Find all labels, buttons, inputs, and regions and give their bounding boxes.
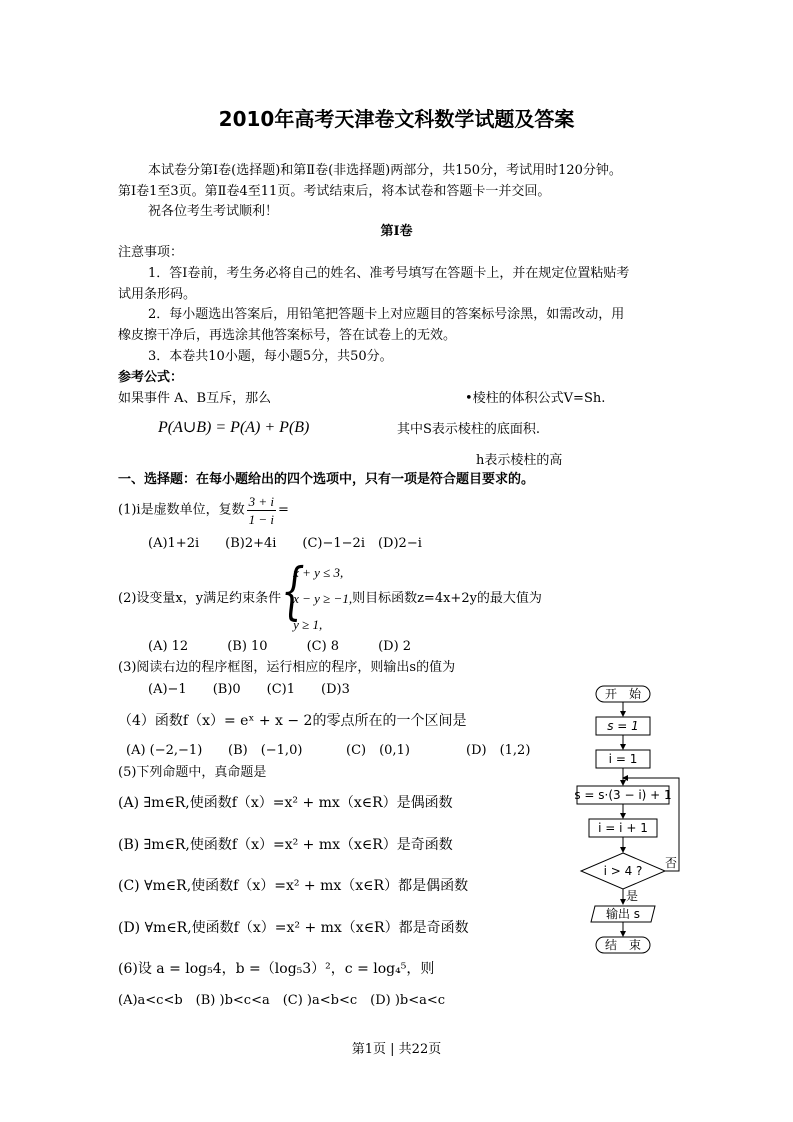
intro-line-1: 本试卷分第Ⅰ卷(选择题)和第Ⅱ卷(非选择题)两部分，共150分，考试用时120分钟。 bbox=[148, 163, 622, 178]
formula-probability: P(A∪B) = P(A) + P(B) bbox=[158, 419, 310, 436]
q2-tail: 则目标函数z=4x+2y的最大值为 bbox=[352, 591, 542, 606]
notes-item-2b: 橡皮擦干净后，再选涂其他答案标号，答在试卷上的无效。 bbox=[118, 328, 457, 343]
q2-constraints bbox=[281, 554, 353, 638]
q4-option-d: (D) (1,2) bbox=[466, 743, 531, 758]
formula-prism-h: h表示棱柱的高 bbox=[476, 453, 563, 468]
q3-stem: (3)阅读右边的程序框图，运行相应的程序，则输出s的值为 bbox=[118, 660, 456, 675]
q2-brace: { bbox=[281, 554, 305, 627]
notes-item-2a: 2．每小题选出答案后，用铅笔把答题卡上对应题目的答案标号涂黑，如需改动，用 bbox=[148, 307, 625, 322]
q4-stem: （4）函数f（x）= eˣ + x − 2的零点所在的一个区间是 bbox=[118, 713, 467, 729]
flow-update-i-label: i = i + 1 bbox=[598, 821, 648, 835]
q6-stem: (6)设 a = log₅4，b =（log₅3）²，c = log₄⁵，则 bbox=[118, 961, 435, 977]
notes-item-1a: 1．答Ⅰ卷前，考生务必将自己的姓名、准考号填写在答题卡上，并在规定位置粘贴考 bbox=[148, 266, 630, 281]
formulas-heading: 参考公式： bbox=[118, 370, 184, 385]
q5-option-c: (C) ∀m∈R,使函数f（x）=x² + mx（x∈R）都是偶函数 bbox=[118, 878, 469, 894]
flow-init-s-label: s = 1 bbox=[607, 719, 639, 733]
q5-option-d: (D) ∀m∈R,使函数f（x）=x² + mx（x∈R）都是奇函数 bbox=[118, 920, 469, 936]
q5-option-b: (B) ∃m∈R,使函数f（x）=x² + mx（x∈R）是奇函数 bbox=[118, 837, 453, 853]
exam-title: 2010年高考天津卷文科数学试题及答案 bbox=[218, 107, 575, 131]
q1-denominator: 1 − i bbox=[248, 512, 274, 527]
page-footer: 第1页 | 共22页 bbox=[351, 1042, 442, 1057]
formula-event-text: 如果事件 A、B互斥，那么 bbox=[118, 391, 272, 406]
flow-no-label: 否 bbox=[665, 856, 678, 870]
q4-option-b: (B) (−1,0) bbox=[228, 743, 303, 758]
q2-constraint-1: x + y ≤ 3, bbox=[293, 565, 344, 580]
q1-equals: = bbox=[277, 502, 289, 518]
q4-option-a: (A) (−2,−1) bbox=[126, 743, 203, 758]
flow-end-label: 结 束 bbox=[604, 938, 642, 952]
flow-output-label: 输出 s bbox=[605, 907, 641, 921]
flow-condition-label: i > 4 ? bbox=[603, 864, 643, 878]
q4-option-c: (C) (0,1) bbox=[346, 743, 410, 758]
q1-fraction bbox=[247, 493, 276, 528]
q1-stem: (1)i是虚数单位，复数 bbox=[118, 502, 245, 518]
q3-options: (A)−1 (B)0 (C)1 (D)3 bbox=[148, 682, 350, 697]
q5-option-a: (A) ∃m∈R,使函数f（x）=x² + mx（x∈R）是偶函数 bbox=[118, 795, 453, 811]
question-1 bbox=[118, 493, 289, 528]
formula-prism-s: 其中S表示棱柱的底面积. bbox=[397, 422, 541, 437]
q2-constraint-3: y ≥ 1, bbox=[293, 617, 323, 632]
notes-item-3: 3．本卷共10小题，每小题5分，共50分。 bbox=[148, 349, 393, 364]
q2-stem: (2)设变量x，y满足约束条件 bbox=[118, 591, 282, 606]
q5-stem: (5)下列命题中，真命题是 bbox=[118, 765, 267, 780]
flow-init-i-label: i = 1 bbox=[608, 752, 638, 766]
flow-yes-label: 是 bbox=[626, 889, 639, 903]
part1-heading: 一、选择题：在每小题给出的四个选项中，只有一项是符合题目要求的。 bbox=[118, 472, 535, 487]
q6-options: (A)a<c<b (B) )b<c<a (C) )a<b<c (D) )b<a<c bbox=[118, 993, 446, 1008]
notes-heading: 注意事项： bbox=[118, 245, 184, 260]
q2-options: (A) 12 (B) 10 (C) 8 (D) 2 bbox=[148, 639, 412, 654]
flow-update-s-label: s = s·(3 − i) + 1 bbox=[574, 788, 672, 802]
q2-constraint-2: x − y ≥ −1, bbox=[293, 591, 353, 606]
section-heading: 第Ⅰ卷 bbox=[380, 224, 413, 239]
formula-prism-text: •棱柱的体积公式V=Sh. bbox=[465, 391, 606, 406]
program-flowchart bbox=[573, 680, 693, 960]
flow-start-label: 开 始 bbox=[604, 687, 642, 701]
q1-numerator: 3 + i bbox=[248, 494, 274, 509]
notes-item-1b: 试用条形码。 bbox=[118, 287, 197, 302]
q1-options: (A)1+2i (B)2+4i (C)−1−2i (D)2−i bbox=[148, 536, 422, 551]
question-2 bbox=[118, 554, 542, 638]
intro-line-2: 第Ⅰ卷1至3页。第Ⅱ卷4至11页。考试结束后，将本试卷和答题卡一并交回。 bbox=[118, 184, 551, 199]
intro-line-3: 祝各位考生考试顺利！ bbox=[148, 204, 279, 219]
